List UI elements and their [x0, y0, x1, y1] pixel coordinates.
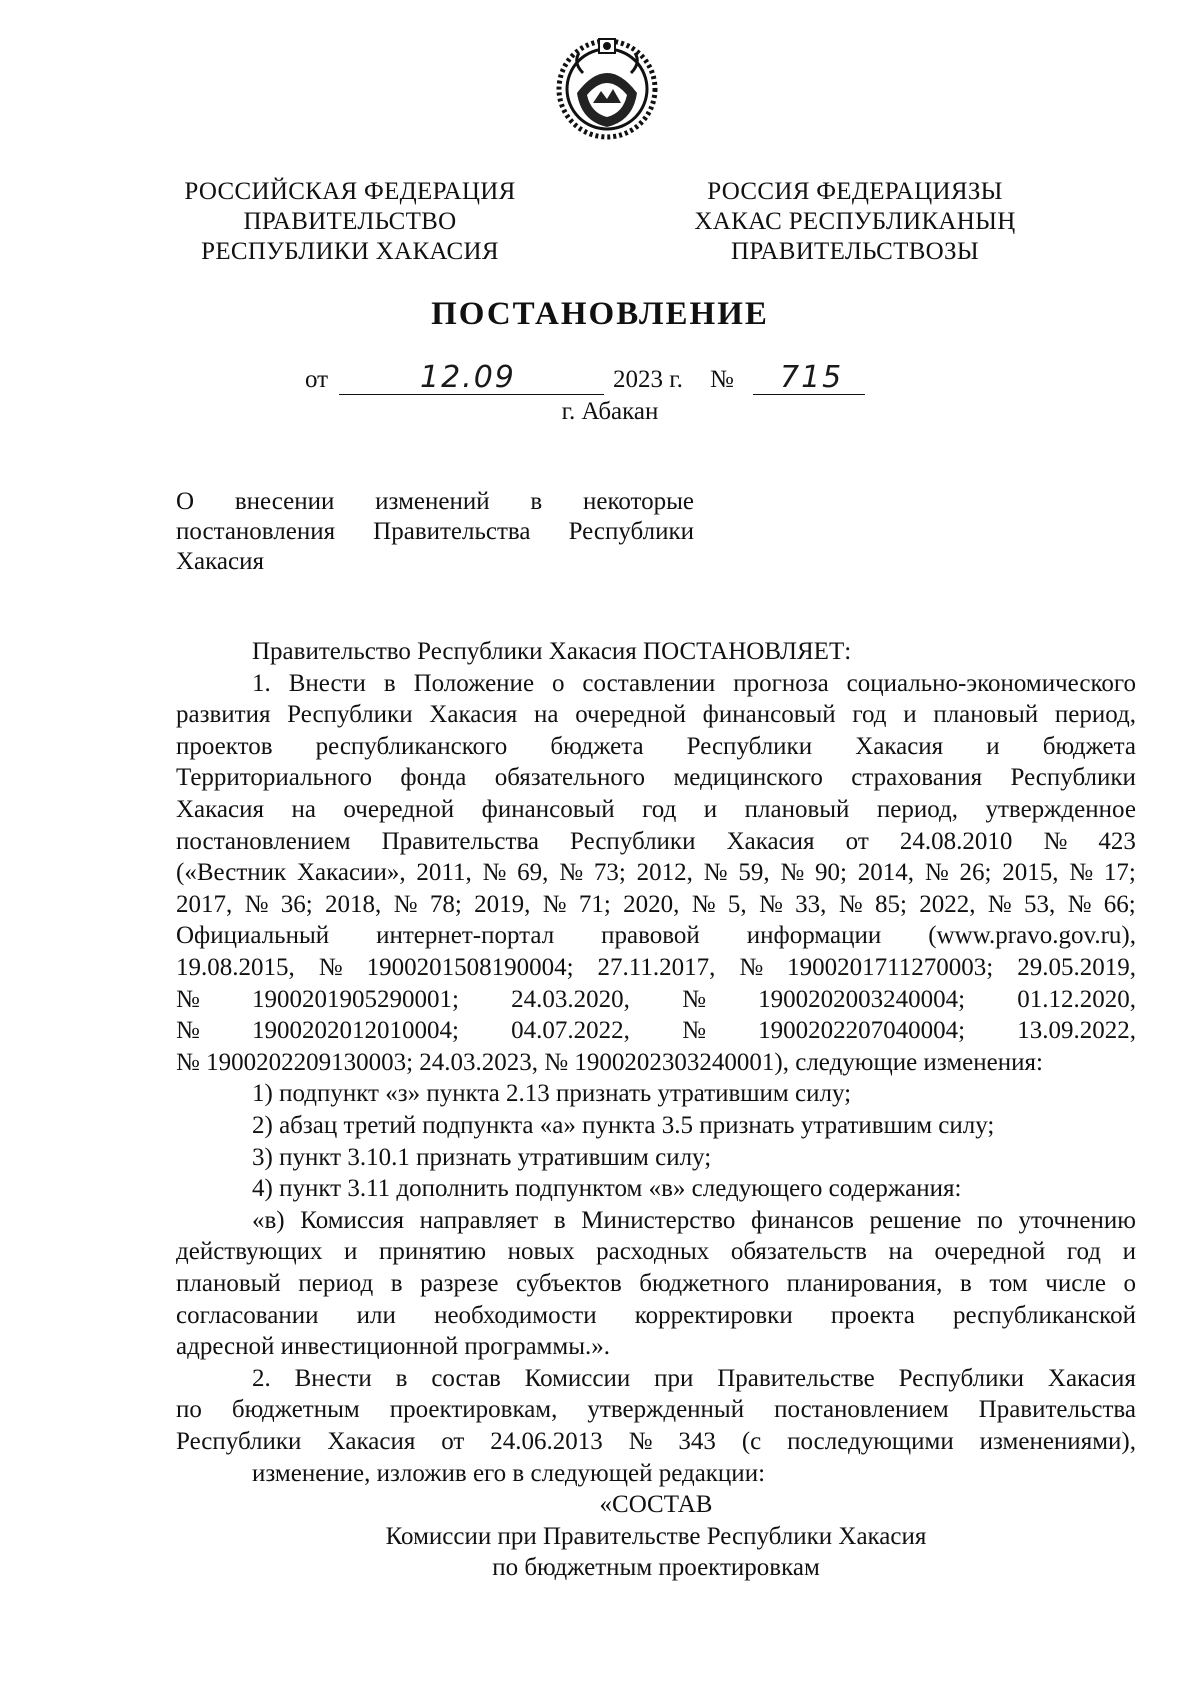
body-line: 19.08.2015, № 1900201508190004; 27.11.2017, № 1900201711270003; 29.05.2019,: [176, 954, 1136, 981]
body-line: Территориального фонда обязательного медицинского страхования Республики: [176, 764, 1136, 792]
header-right-line: ПРАВИТЕЛЬСТВОЗЫ: [731, 238, 979, 265]
handwritten-number: 715: [780, 360, 844, 395]
subject-word: Правительства: [373, 518, 531, 545]
header-right-line: РОССИЯ ФЕДЕРАЦИЯЗЫ: [707, 178, 1003, 205]
header-left-line: ПРАВИТЕЛЬСТВО: [243, 208, 457, 235]
subject-word: О: [176, 488, 195, 515]
body-line: 1) подпункт «з» пункта 2.13 признать утратившим силу;: [252, 1080, 852, 1108]
header-left-block: [150, 177, 550, 267]
header-right-line: ХАКАС РЕСПУБЛИКАНЫҢ: [694, 208, 1016, 235]
subject-block: [176, 487, 694, 577]
number-label: №: [710, 366, 734, 393]
subject-word: в: [530, 488, 543, 515]
header-left-line: РЕСПУБЛИКИ ХАКАСИЯ: [201, 238, 499, 265]
body-line: 3) пункт 3.10.1 признать утратившим силу;: [252, 1143, 712, 1171]
subject-line: [176, 547, 694, 577]
body-line: 4) пункт 3.11 дополнить подпунктом «в» следующего содержания:: [252, 1175, 962, 1203]
header-right-block: [640, 177, 1070, 267]
body-line: действующих и принятию новых расходных обязательств на очередной год и: [176, 1238, 1136, 1266]
body-line: № 1900202012010004; 04.07.2022, № 1900202207040004; 13.09.2022,: [176, 1017, 1136, 1045]
body-line: проектов республиканского бюджета Республики Хакасия и бюджета: [176, 732, 1136, 760]
body-line: 2. Внести в состав Комиссии при Правительстве Республики Хакасия: [252, 1364, 1136, 1392]
body-line: адресной инвестиционной программы.».: [176, 1333, 610, 1361]
subject-word: некоторые: [582, 488, 694, 515]
body-line: Хакасия на очередной финансовый год и плановый период, утвержденное: [176, 796, 1136, 823]
body-line: «СОСТАВ: [599, 1491, 713, 1519]
body-line: («Вестник Хакасии», 2011, № 69, № 73; 2012, № 59, № 90; 2014, № 26; 2015, № 17;: [176, 859, 1136, 887]
header-left-line: РОССИЙСКАЯ ФЕДЕРАЦИЯ: [184, 178, 516, 205]
body-line: по бюджетным проектировкам: [492, 1554, 820, 1582]
year-label: 2023 г.: [613, 366, 683, 393]
coat-of-arms-emblem: [553, 33, 661, 141]
body-line: № 1900202209130003; 24.03.2023, № 1900202303240001), следующие изменения:: [176, 1048, 1043, 1076]
body-line: плановый период в разрезе субъектов бюджетного планирования, в том числе о: [176, 1270, 1136, 1297]
subject-word: внесении: [234, 488, 335, 515]
body-line: 1. Внести в Положение о составлении прогноза социально-экономического: [252, 669, 1136, 697]
body-line: № 1900201905290001; 24.03.2020, № 1900202003240004; 01.12.2020,: [176, 985, 1136, 1013]
body-line: постановлением Правительства Республики Хакасия от 24.08.2010 № 423: [176, 827, 1136, 855]
subject-line: [176, 487, 694, 517]
body-line: Республики Хакасия от 24.06.2013 № 343 (с последующими изменениями),: [176, 1428, 1136, 1455]
subject-word: постановления: [176, 518, 336, 545]
body-line: развития Республики Хакасия на очередной финансовый год и плановый период,: [176, 701, 1136, 729]
date-number-line: [305, 360, 925, 400]
body-line: 2) абзац третий подпункта «а» пункта 3.5 признать утратившим силу;: [252, 1112, 995, 1139]
body-line: «в) Комиссия направляет в Министерство финансов решение по уточнению: [252, 1206, 1136, 1234]
body-line: Комиссии при Правительстве Республики Хакасия: [385, 1522, 927, 1550]
subject-word: Хакасия: [176, 548, 264, 575]
from-label: от: [305, 366, 329, 393]
document-title: ПОСТАНОВЛЕНИЕ: [431, 296, 769, 332]
subject-word: Республики: [568, 518, 694, 545]
body-line: по бюджетным проектировкам, утвержденный постановлением Правительства: [176, 1396, 1136, 1424]
body-line: 2017, № 36; 2018, № 78; 2019, № 71; 2020, № 5, № 33, № 85; 2022, № 53, № 66;: [176, 890, 1136, 918]
body-line: согласовании или необходимости корректировки проекта республиканской: [176, 1301, 1136, 1329]
body-line: Официальный интернет-портал правовой информации (www.pravo.gov.ru),: [176, 922, 1136, 950]
city-line: г. Абакан: [561, 398, 659, 425]
body-line: изменение, изложив его в следующей редакции:: [252, 1459, 766, 1487]
body-line: Правительство Республики Хакасия ПОСТАНОВЛЯЕТ:: [252, 638, 852, 665]
subject-line: [176, 517, 694, 547]
subject-word: изменений: [375, 488, 490, 515]
handwritten-date: 12.09: [420, 360, 516, 395]
